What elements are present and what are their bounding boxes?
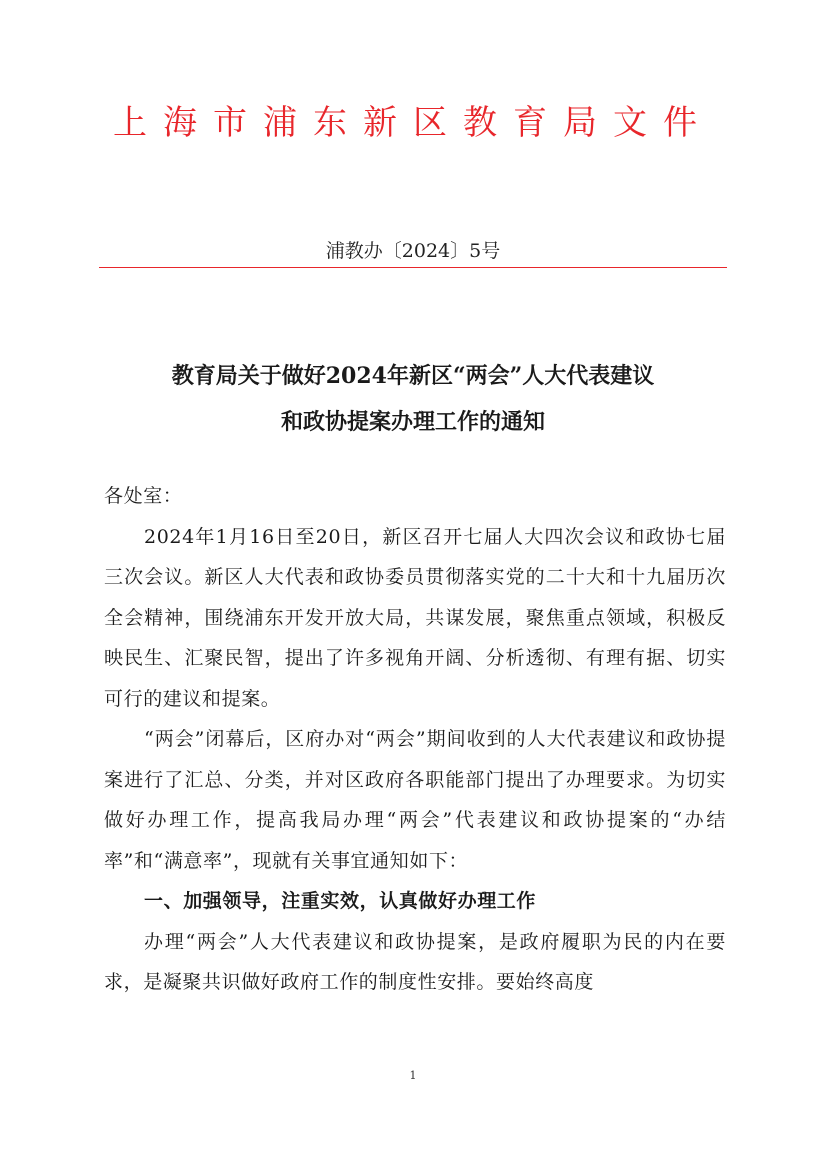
document-body — [104, 476, 726, 1003]
issuer-title: 上海市浦东新区教育局文件 — [113, 103, 713, 143]
page-number: 1 — [409, 1069, 417, 1082]
document-number: 浦教办〔2024〕5号 — [325, 240, 501, 262]
body-paragraph-1: 2024年1月16日至20日，新区召开七届人大四次会议和政协七届三次会议。新区人大代表和政协委员贯彻落实党的二十大和十九届历次全会精神，围绕浦东开发开放大局，共谋发展，聚焦重点领域，积极反映民生、汇聚民智，提出了许多视角开阔、分析透彻、有理有据、切实可行的建议和提案。 — [104, 525, 726, 710]
section-heading-1: 一、加强领导，注重实效，认真做好办理工作 — [144, 890, 537, 912]
body-paragraph-3: 办理“两会”人大代表建议和政协提案，是政府履职为民的内在要求，是凝聚共识做好政府工作的制度性安排。要始终高度 — [104, 930, 726, 993]
notice-title-line-1: 教育局关于做好2024年新区“两会”人大代表建议 — [171, 363, 655, 389]
notice-title — [100, 353, 726, 445]
salutation: 各处室： — [104, 485, 183, 507]
body-paragraph-2: “两会”闭幕后，区府办对“两会”期间收到的人大代表建议和政协提案进行了汇总、分类，并对区政府各职能部门提出了办理要求。为切实做好办理工作，提高我局办理“两会”代表建议和政协提案的“办结率”和“满意率”，现就有关事宜通知如下： — [104, 728, 726, 872]
red-separator-line — [99, 267, 727, 268]
notice-title-line-2: 和政协提案办理工作的通知 — [280, 409, 545, 435]
